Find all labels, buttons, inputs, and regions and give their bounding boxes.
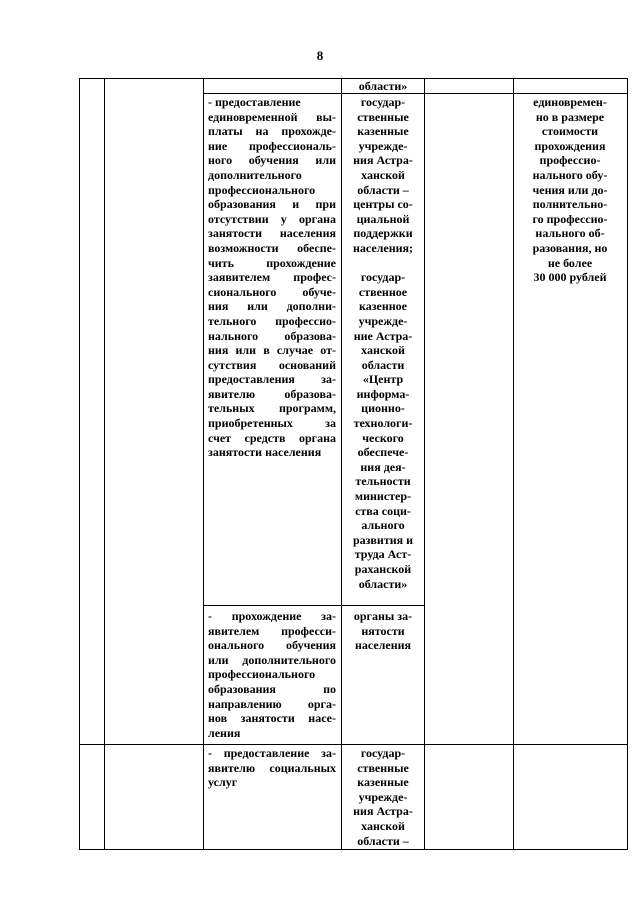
row-2-provider-line: органы за- — [353, 609, 413, 623]
row-1-provider-line: области» — [358, 576, 408, 591]
column-border — [513, 78, 514, 850]
row-1-service-line: тельных программ, — [208, 401, 336, 416]
row-1-provider-cell — [344, 95, 422, 591]
row-1-provider-line: области — [361, 357, 405, 372]
row-1-provider-line: области – — [357, 182, 409, 197]
row-2-service-line: - прохождение за- — [208, 609, 336, 623]
row-1-provider-line: информа- — [356, 386, 410, 401]
row-1-provider-line: учрежде- — [358, 313, 408, 328]
column-border — [203, 78, 204, 850]
row-1-provider-line: казенные — [357, 124, 409, 139]
row-2-service-line: образования по — [208, 681, 336, 696]
row-0-provider-line: области» — [358, 79, 408, 93]
row-1-amount-line: но в размере — [535, 109, 605, 124]
row-1-amount-cell — [517, 95, 623, 285]
row-1-service-line: платы на прохожде- — [208, 124, 336, 139]
row-3-provider-line: государ- — [360, 746, 406, 760]
row-1-provider-line: «Центр — [362, 372, 404, 387]
row-1-amount-line: профессио- — [539, 153, 601, 168]
row-1-amount-line: не более — [547, 255, 593, 270]
row-1-amount-line: нального обу- — [532, 167, 608, 182]
row-1-service-line: чить прохождение — [208, 255, 336, 270]
row-3-provider-line: ния Астра- — [353, 804, 413, 819]
row-1-provider-line: государ- — [360, 95, 406, 109]
row-1-provider-line: ционно- — [361, 401, 405, 416]
row-1-provider-line: ального — [361, 518, 405, 533]
row-1-service-line: - предоставление — [208, 95, 301, 109]
row-1-provider-line: ственное — [358, 284, 408, 299]
row-1-provider-line — [344, 256, 422, 271]
row-3-provider-line: области – — [357, 833, 409, 848]
row-1-service-line: счет средств органа — [208, 430, 336, 445]
row-1-amount-line: полнительно- — [532, 197, 608, 212]
row-3-provider-line: ханской — [361, 818, 405, 833]
row-1-provider-line: ния Астра- — [353, 153, 413, 168]
row-2-provider-line: населения — [354, 638, 412, 653]
row-1-service-cell — [208, 95, 336, 460]
row-1-service-line: ние профессиональ- — [208, 138, 336, 153]
row-border — [203, 605, 424, 606]
table-right-border — [627, 78, 628, 850]
row-1-amount-line: нального об- — [535, 226, 605, 241]
row-1-provider-line: казенное — [358, 299, 408, 314]
row-3-service-line: услуг — [208, 775, 238, 790]
table-left-border — [79, 78, 80, 850]
row-1-service-line: предоставления за- — [208, 372, 336, 387]
row-1-amount-line: разования, но — [532, 240, 608, 255]
row-1-service-line: тельного профессио- — [208, 313, 336, 328]
row-1-service-line: образования и при — [208, 197, 336, 212]
row-1-provider-line: тельности — [355, 474, 411, 489]
row-1-service-line: возможности обеспе- — [208, 240, 336, 255]
row-2-provider-line: нятости — [361, 623, 405, 638]
row-1-provider-line: раханской — [354, 562, 412, 576]
column-border — [424, 78, 425, 850]
row-2-service-line: профессионального — [208, 667, 316, 682]
row-1-provider-line: развития и — [352, 532, 414, 547]
row-2-service-line: ления — [208, 725, 241, 740]
row-1-service-line: нального образова- — [208, 328, 336, 343]
row-1-service-line: явителю образова- — [208, 386, 336, 401]
row-border — [79, 744, 627, 745]
row-1-service-line: ния или в случае от- — [208, 343, 336, 358]
row-1-service-line: заявителем профес- — [208, 270, 336, 285]
row-2-service-line: или дополнительного — [208, 652, 336, 667]
row-1-amount-line: 30 000 рублей — [533, 270, 607, 285]
row-2-service-line: направлению орга- — [208, 696, 336, 711]
row-1-provider-line: технологи- — [353, 416, 413, 431]
column-border — [341, 78, 342, 850]
row-1-amount-line: стоимости — [541, 124, 599, 139]
row-2-service-cell — [208, 609, 336, 740]
row-1-provider-line: ние Астра- — [353, 328, 413, 343]
row-3-provider-cell — [344, 746, 422, 848]
row-1-provider-line: обеспече- — [357, 445, 409, 460]
row-1-service-line: приобретенных за — [208, 416, 336, 431]
row-1-provider-line: ханской — [361, 343, 405, 358]
row-1-provider-line: центры со- — [353, 197, 413, 212]
row-1-service-line: сионального обуче- — [208, 284, 336, 299]
row-3-service-line: - предоставление за- — [208, 746, 336, 760]
row-3-service-line: явителю социальных — [208, 760, 336, 775]
row-1-provider-line: населения; — [352, 240, 414, 255]
row-3-provider-line: ственные — [357, 760, 409, 775]
row-1-provider-line: ства соци- — [355, 503, 411, 518]
row-1-provider-line: ханской — [361, 167, 405, 182]
row-2-service-line: онального обучения — [208, 638, 336, 653]
row-1-service-line: занятости населения — [208, 445, 322, 460]
row-1-amount-line: чения или до- — [532, 182, 608, 197]
row-1-amount-line: го профессио- — [532, 211, 608, 226]
row-1-provider-line: циальной — [356, 211, 410, 226]
row-1-service-line: отсутствии у органа — [208, 211, 336, 226]
row-1-provider-line: труда Аст- — [354, 547, 412, 562]
row-1-service-line: ния или дополни- — [208, 299, 336, 314]
row-0-provider-cell — [344, 79, 422, 94]
row-1-service-line: занятости населения — [208, 226, 336, 241]
row-3-provider-line: учрежде- — [358, 789, 408, 804]
row-1-provider-line: министер- — [354, 489, 412, 504]
row-1-service-line: сутствия оснований — [208, 357, 336, 372]
row-1-provider-line: поддержки — [353, 226, 413, 241]
row-1-provider-line: ческого — [362, 430, 404, 445]
row-1-provider-line: учрежде- — [358, 138, 408, 153]
row-3-provider-line: казенные — [357, 775, 409, 790]
row-1-provider-line: государ- — [360, 270, 406, 285]
row-2-provider-cell — [344, 609, 422, 653]
column-border — [104, 78, 105, 850]
row-1-provider-line: ния дея- — [360, 459, 406, 474]
row-2-service-line: нов занятости насе- — [208, 711, 336, 726]
row-1-amount-line: прохождения — [534, 138, 606, 153]
page-number: 8 — [316, 48, 324, 63]
table-bottom-border — [79, 849, 627, 850]
row-3-service-cell — [208, 746, 336, 790]
row-1-service-line: единовременной вы- — [208, 109, 336, 124]
row-1-provider-line: ственные — [357, 109, 409, 124]
row-1-service-line: ного обучения или — [208, 153, 336, 168]
row-1-service-line: дополнительного — [208, 167, 302, 182]
row-2-service-line: явителем професси- — [208, 623, 336, 638]
row-1-amount-line: единовремен- — [533, 95, 607, 109]
row-1-service-line: профессионального — [208, 182, 316, 197]
